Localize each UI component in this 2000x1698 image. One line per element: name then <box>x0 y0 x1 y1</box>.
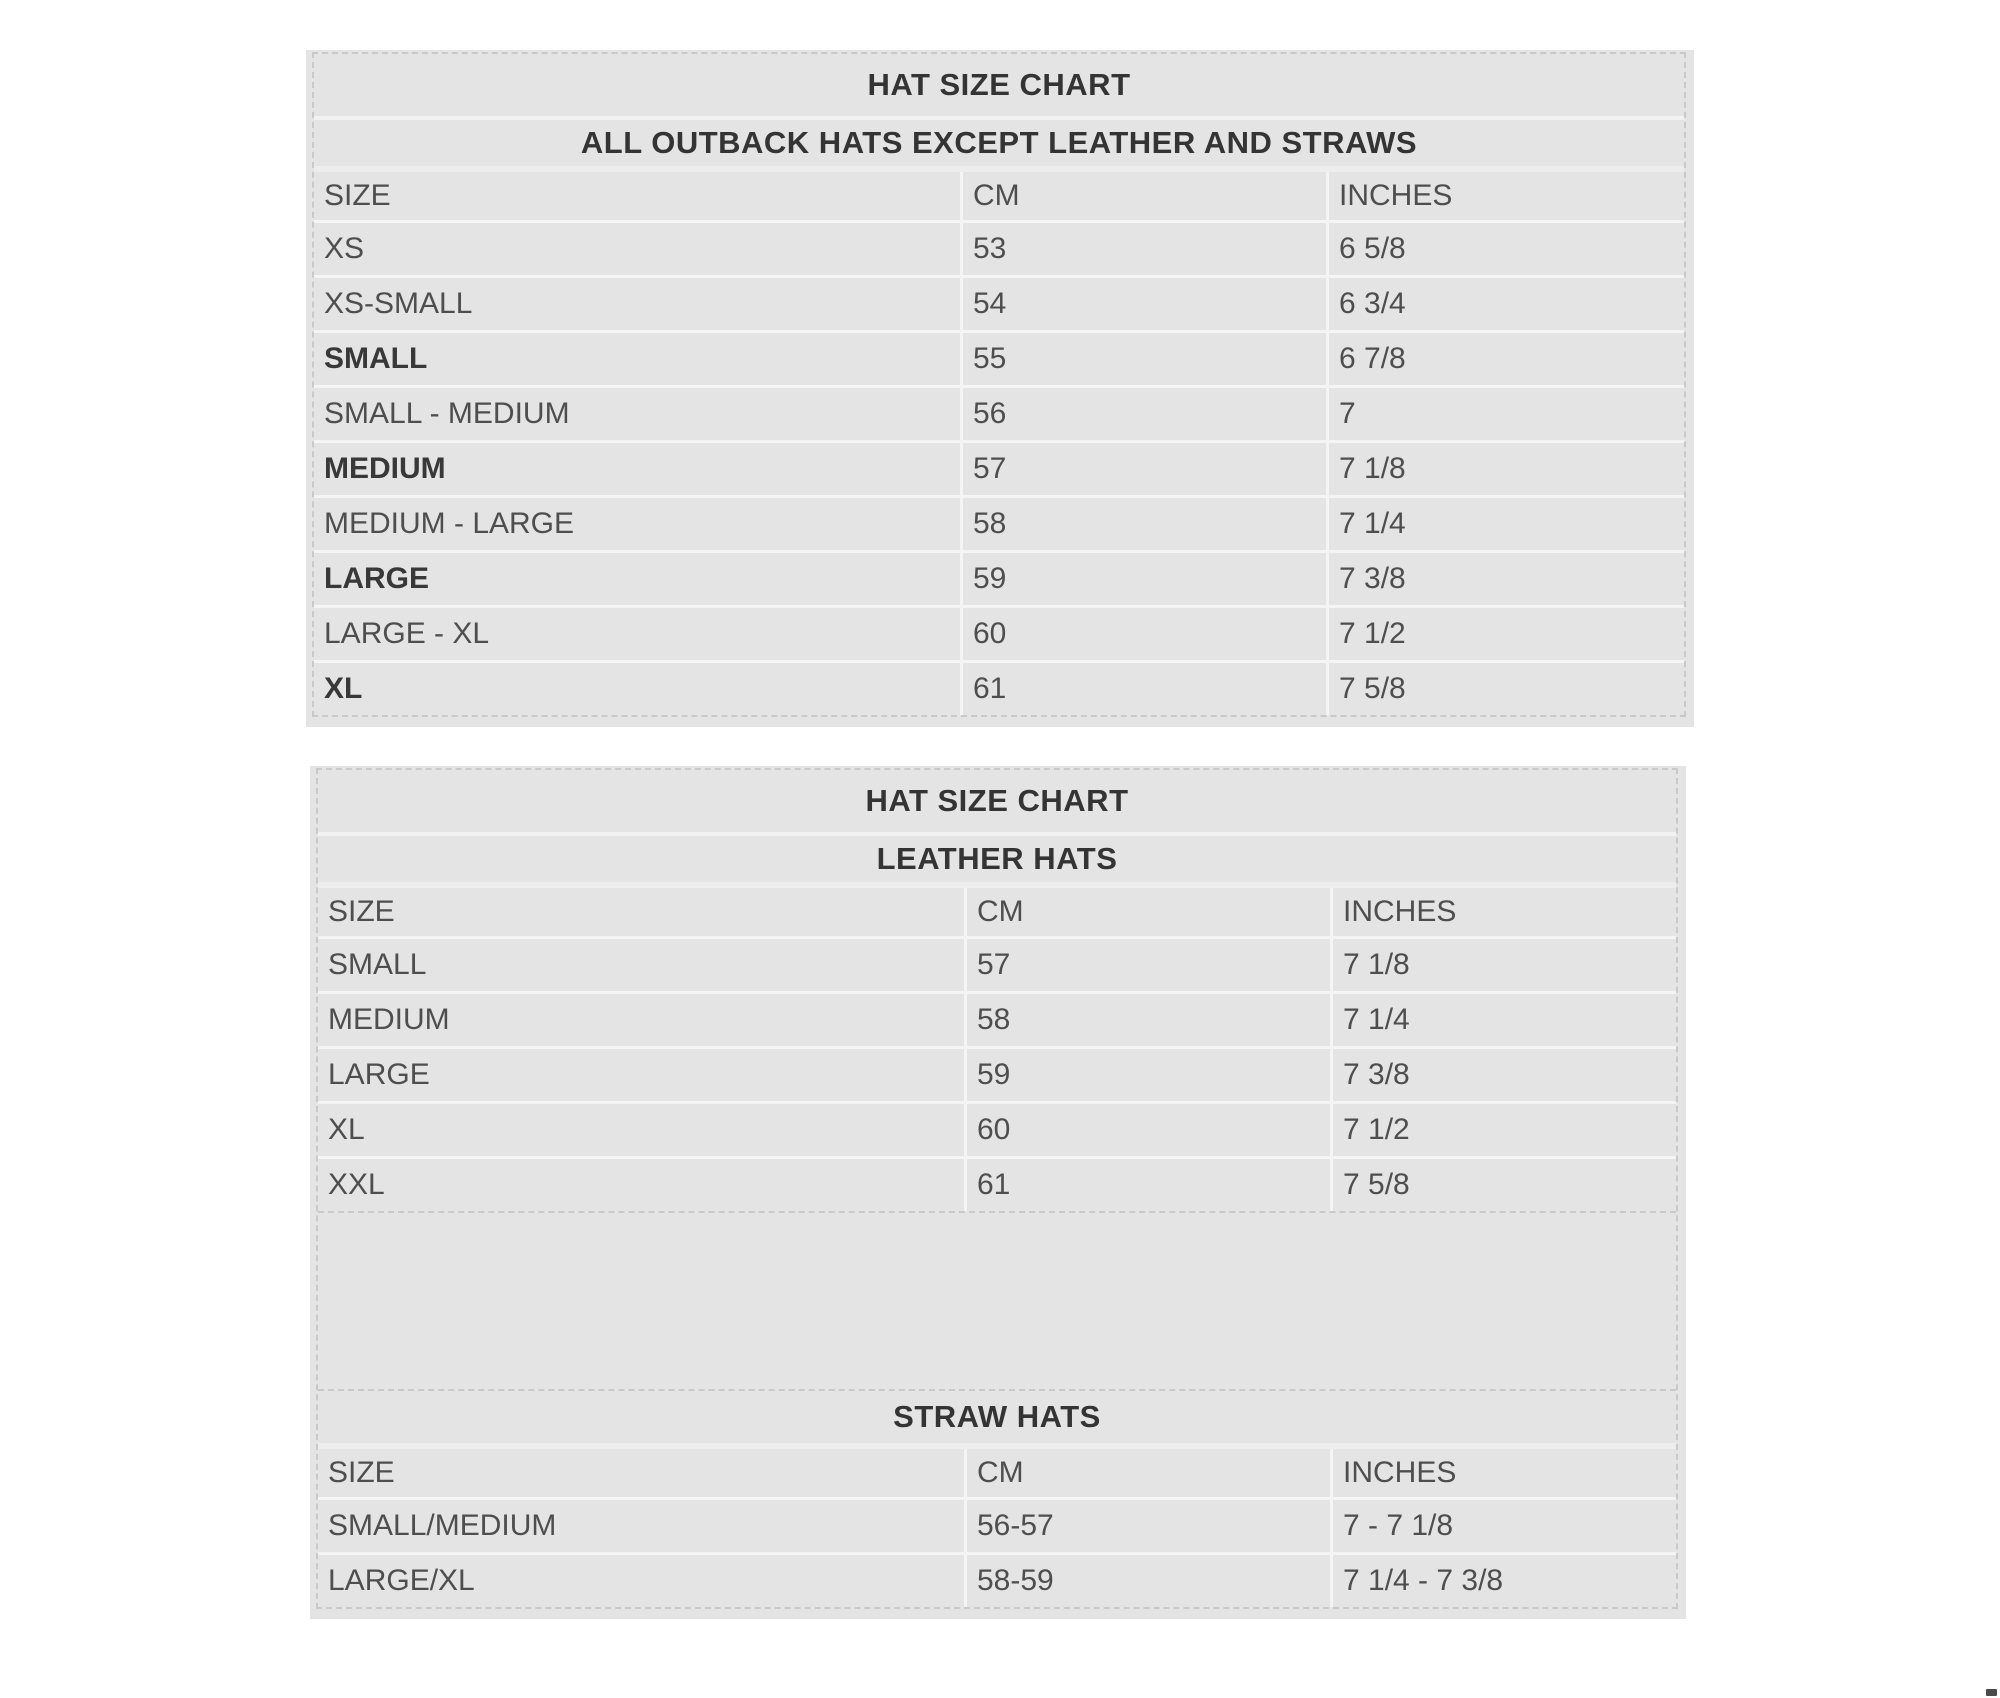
straw-inches-cell: 7 - 7 1/8 <box>1330 1500 1676 1552</box>
outback-hats-size-table <box>306 50 1694 727</box>
outback-size-cell: SMALL - MEDIUM <box>324 397 570 430</box>
leather-table-body <box>318 936 1676 1211</box>
outback-inches-cell: 7 3/8 <box>1326 553 1684 605</box>
outback-inches-cell: 7 5/8 <box>1326 663 1684 715</box>
outback-size-cell: MEDIUM - LARGE <box>324 507 575 540</box>
straw-header-row <box>318 1443 1676 1497</box>
outback-column-header-cm: CM <box>960 172 1326 220</box>
leather-straw-size-table <box>310 766 1686 1619</box>
outback-cm-cell: 57 <box>960 443 1326 495</box>
outback-size-cell: XS-SMALL <box>324 287 473 320</box>
leather-size-cell: LARGE <box>328 1058 430 1091</box>
outback-table-row <box>314 495 1684 550</box>
outback-size-cell: LARGE - XL <box>324 617 490 650</box>
outback-table-title: HAT SIZE CHART <box>867 67 1131 102</box>
straw-cm-cell: 58-59 <box>964 1555 1330 1607</box>
outback-table-row <box>314 220 1684 275</box>
leather-inches-cell: 7 3/8 <box>1330 1049 1676 1101</box>
outback-table-row <box>314 385 1684 440</box>
leather-inches-cell: 7 1/4 <box>1330 994 1676 1046</box>
straw-cm-cell: 56-57 <box>964 1500 1330 1552</box>
leather-cm-cell: 60 <box>964 1104 1330 1156</box>
straw-table-body <box>318 1497 1676 1607</box>
outback-inches-cell: 6 5/8 <box>1326 223 1684 275</box>
outback-cm-cell: 53 <box>960 223 1326 275</box>
outback-table-body <box>314 220 1684 715</box>
outback-cm-cell: 56 <box>960 388 1326 440</box>
outback-cm-cell: 58 <box>960 498 1326 550</box>
leather-table-title: HAT SIZE CHART <box>865 783 1129 818</box>
corner-artifact-dot <box>1986 1689 1997 1696</box>
outback-size-cell: XL <box>324 672 363 705</box>
outback-size-cell: SMALL <box>324 342 428 375</box>
leather-table-row <box>318 1101 1676 1156</box>
outback-column-header-inches: INCHES <box>1326 172 1684 220</box>
outback-table-row <box>314 550 1684 605</box>
straw-table-row <box>318 1497 1676 1552</box>
leather-table-row <box>318 991 1676 1046</box>
outback-table-row <box>314 275 1684 330</box>
leather-column-header-cm: CM <box>964 888 1330 936</box>
outback-cm-cell: 59 <box>960 553 1326 605</box>
leather-table-row <box>318 1046 1676 1101</box>
outback-inches-cell: 6 7/8 <box>1326 333 1684 385</box>
straw-column-header-inches: INCHES <box>1330 1449 1676 1497</box>
leather-inches-cell: 7 1/2 <box>1330 1104 1676 1156</box>
straw-column-header-size: SIZE <box>328 1456 395 1489</box>
leather-column-header-inches: INCHES <box>1330 888 1676 936</box>
outback-size-cell: MEDIUM <box>324 452 446 485</box>
leather-header-row <box>318 882 1676 936</box>
outback-table-row <box>314 605 1684 660</box>
outback-cm-cell: 54 <box>960 278 1326 330</box>
outback-inches-cell: 6 3/4 <box>1326 278 1684 330</box>
straw-size-cell: SMALL/MEDIUM <box>328 1509 557 1542</box>
leather-cm-cell: 57 <box>964 939 1330 991</box>
outback-table-row <box>314 330 1684 385</box>
straw-column-header-cm: CM <box>964 1449 1330 1497</box>
outback-column-header-size: SIZE <box>324 179 391 212</box>
leather-cm-cell: 61 <box>964 1159 1330 1211</box>
empty-gap-block <box>318 1211 1676 1391</box>
leather-cm-cell: 59 <box>964 1049 1330 1101</box>
outback-inches-cell: 7 1/8 <box>1326 443 1684 495</box>
leather-size-cell: XXL <box>328 1168 385 1201</box>
leather-table-row <box>318 936 1676 991</box>
leather-size-cell: SMALL <box>328 948 427 981</box>
straw-size-cell: LARGE/XL <box>328 1564 475 1597</box>
leather-straw-table-frame <box>316 768 1678 1609</box>
outback-inches-cell: 7 1/4 <box>1326 498 1684 550</box>
leather-column-header-size: SIZE <box>328 895 395 928</box>
outback-cm-cell: 61 <box>960 663 1326 715</box>
straw-inches-cell: 7 1/4 - 7 3/8 <box>1330 1555 1676 1607</box>
outback-cm-cell: 60 <box>960 608 1326 660</box>
straw-hats-title: STRAW HATS <box>893 1399 1101 1434</box>
leather-inches-cell: 7 1/8 <box>1330 939 1676 991</box>
leather-inches-cell: 7 5/8 <box>1330 1159 1676 1211</box>
outback-size-cell: XS <box>324 232 365 265</box>
outback-table-row <box>314 660 1684 715</box>
leather-cm-cell: 58 <box>964 994 1330 1046</box>
leather-table-row <box>318 1156 1676 1211</box>
outback-cm-cell: 55 <box>960 333 1326 385</box>
outback-table-row <box>314 440 1684 495</box>
leather-table-subtitle: LEATHER HATS <box>318 832 1676 882</box>
straw-table-row <box>318 1552 1676 1607</box>
outback-table-frame <box>312 52 1686 717</box>
outback-header-row <box>314 166 1684 220</box>
leather-size-cell: MEDIUM <box>328 1003 450 1036</box>
leather-size-cell: XL <box>328 1113 365 1146</box>
outback-inches-cell: 7 <box>1326 388 1684 440</box>
outback-table-subtitle: ALL OUTBACK HATS EXCEPT LEATHER AND STRAWS <box>314 116 1684 166</box>
outback-inches-cell: 7 1/2 <box>1326 608 1684 660</box>
outback-size-cell: LARGE <box>324 562 429 595</box>
